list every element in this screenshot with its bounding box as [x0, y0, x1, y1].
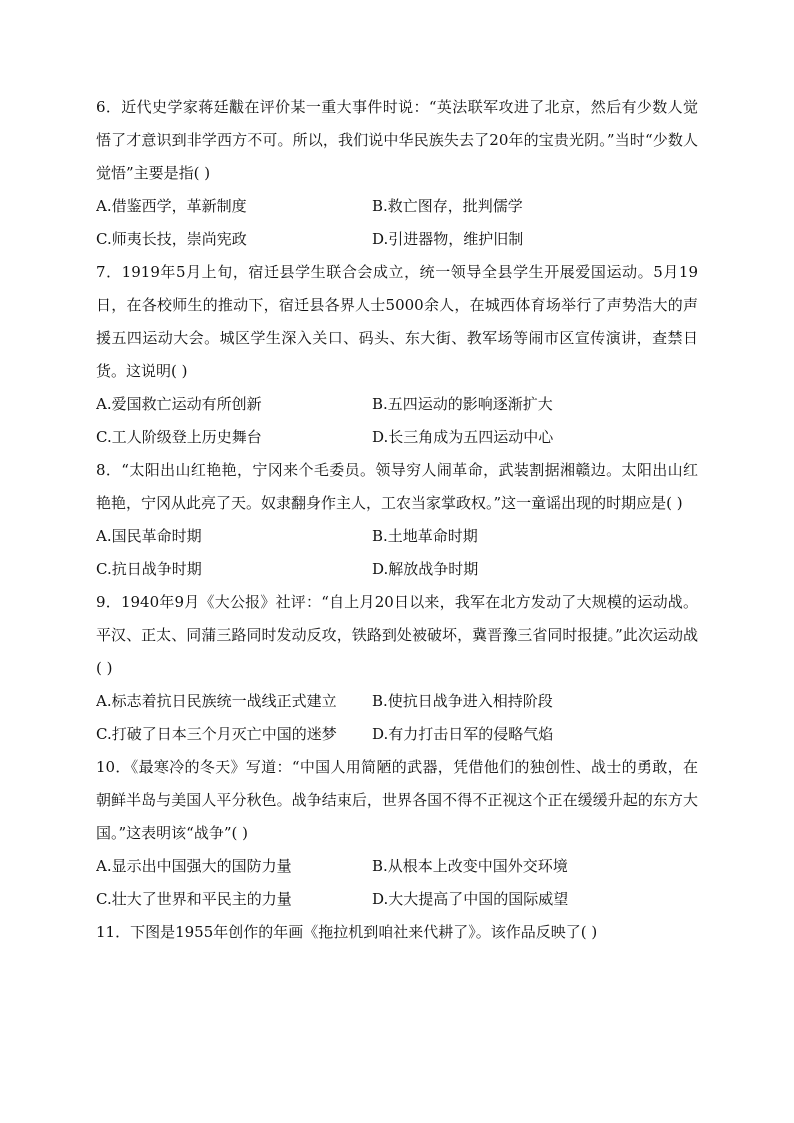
- option-a: A.显示出中国强大的国防力量: [96, 857, 292, 875]
- question-stem: 7．1919年5月上旬，宿迁县学生联合会成立，统一领导全县学生开展爱国运动。5月19日，在各校师生的推动下，宿迁县各界人士5000余人，在城西体育场举行了声势浩大的声援五四运动大会。城区学生深入关口、码头、东大街、教军场等闹市区宣传演讲，查禁日货。这说明( ): [96, 263, 698, 380]
- question-6: [96, 91, 698, 256]
- option-b: B.救亡图存，批判儒学: [372, 197, 523, 215]
- option-a: A.国民革命时期: [96, 527, 202, 545]
- option-grid: [96, 520, 698, 586]
- option-a: A.借鉴西学，革新制度: [96, 197, 247, 215]
- option-b: B.五四运动的影响逐渐扩大: [372, 395, 553, 413]
- question-stem: 9．1940年9月《大公报》社评：“自上月20日以来，我军在北方发动了大规模的运动战。平汉、正太、同蒲三路同时发动反攻，铁路到处被破坏，冀晋豫三省同时报捷。”此次运动战( ): [96, 593, 698, 677]
- option-b: B.从根本上改变中国外交环境: [372, 857, 568, 875]
- option-d: D.长三角成为五四运动中心: [372, 428, 554, 446]
- option-c: C.抗日战争时期: [96, 560, 202, 578]
- option-d: D.引进器物，维护旧制: [372, 230, 524, 248]
- option-b: B.土地革命时期: [372, 527, 478, 545]
- question-9: [96, 586, 698, 751]
- question-8: [96, 454, 698, 586]
- question-7: [96, 256, 698, 454]
- option-grid: [96, 850, 698, 916]
- option-c: C.打破了日本三个月灭亡中国的迷梦: [96, 725, 337, 743]
- question-11: [96, 916, 698, 949]
- question-10: [96, 751, 698, 916]
- option-d: D.大大提高了中国的国际威望: [372, 890, 569, 908]
- question-stem: 8．“太阳出山红艳艳，宁冈来个毛委员。领导穷人闹革命，武装割据湘赣边。太阳出山红艳艳，宁冈从此亮了天。奴隶翻身作主人，工农当家掌政权。”这一童谣出现的时期应是( ): [96, 461, 698, 512]
- option-a: A.爱国救亡运动有所创新: [96, 395, 262, 413]
- exam-page: [96, 91, 698, 949]
- option-grid: [96, 685, 698, 751]
- option-a: A.标志着抗日民族统一战线正式建立: [96, 692, 337, 710]
- option-d: D.解放战争时期: [372, 560, 479, 578]
- option-c: C.工人阶级登上历史舞台: [96, 428, 262, 446]
- option-c: C.壮大了世界和平民主的力量: [96, 890, 292, 908]
- option-b: B.使抗日战争进入相持阶段: [372, 692, 553, 710]
- option-c: C.师夷长技，崇尚宪政: [96, 230, 247, 248]
- option-grid: [96, 190, 698, 256]
- option-d: D.有力打击日军的侵略气焰: [372, 725, 554, 743]
- question-stem: 10．《最寒冷的冬天》写道：“中国人用简陋的武器，凭借他们的独创性、战士的勇敢，在朝鲜半岛与美国人平分秋色。战争结束后，世界各国不得不正视这个正在缓缓升起的东方大国。”这表明该“战争”( ): [96, 758, 698, 842]
- option-grid: [96, 388, 698, 454]
- question-stem: 11．下图是1955年创作的年画《拖拉机到咱社来代耕了》。该作品反映了( ): [96, 923, 598, 941]
- question-stem: 6．近代史学家蒋廷黻在评价某一重大事件时说：“英法联军攻进了北京，然后有少数人觉悟了才意识到非学西方不可。所以，我们说中华民族失去了20年的宝贵光阴。”当时“少数人觉悟”主要是指( ): [96, 98, 698, 182]
